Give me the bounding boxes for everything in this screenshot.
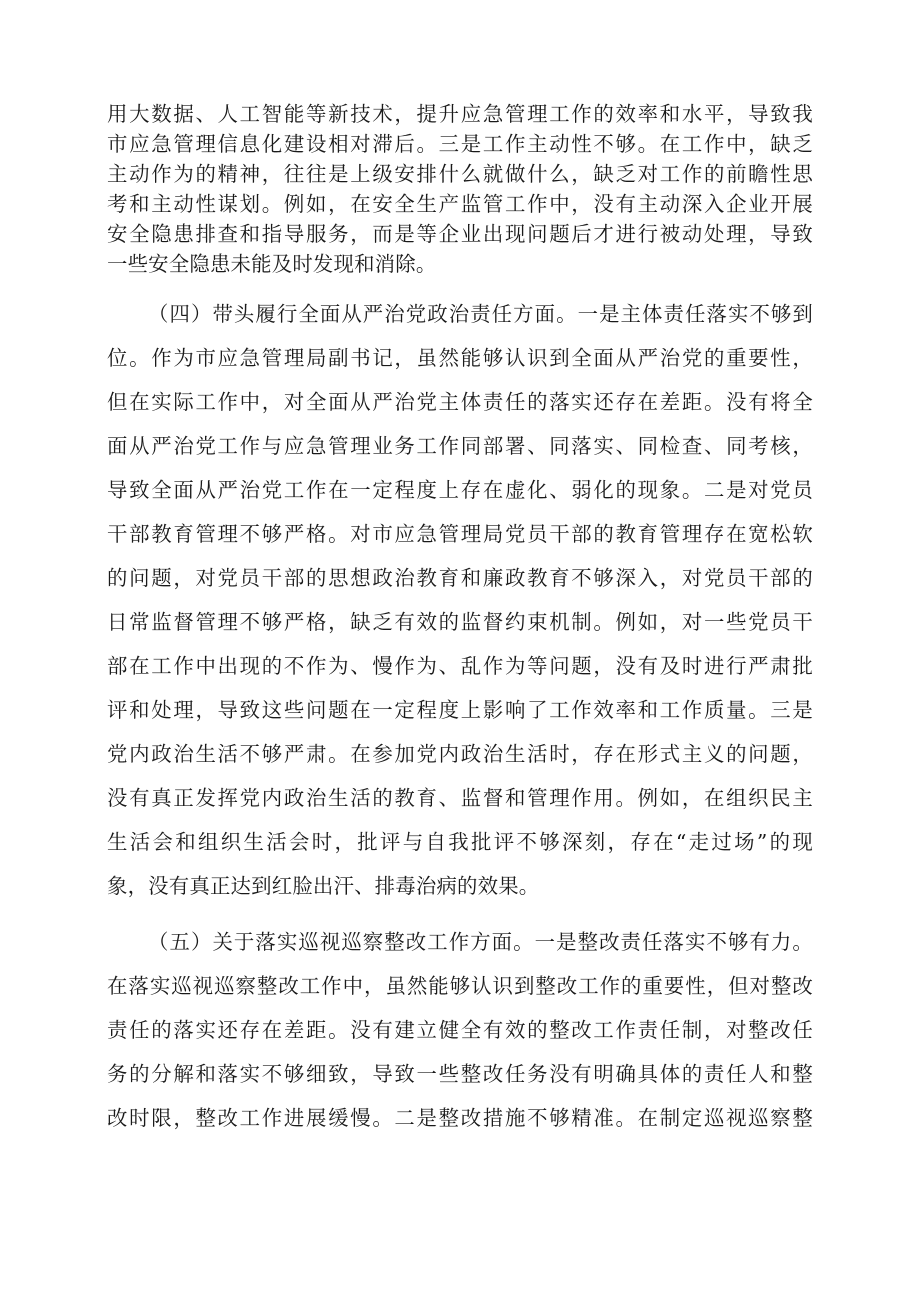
text-line: 部在工作中出现的不作为、慢作为、乱作为等问题，没有及时进行严肃批 (107, 654, 813, 678)
text-line: 象，没有真正达到红脸出汗、排毒治病的效果。 (107, 874, 540, 898)
text-line: 市应急管理信息化建设相对滞后。三是工作主动性不够。在工作中，缺乏 (107, 132, 813, 156)
text-line: 改时限，整改工作进展缓慢。二是整改措施不够精准。在制定巡视巡察整 (107, 1106, 813, 1130)
text-line: 干部教育管理不够严格。对市应急管理局党员干部的教育管理存在宽松软 (107, 522, 813, 546)
text-line: 但在实际工作中，对全面从严治党主体责任的落实还存在差距。没有将全 (107, 390, 813, 414)
text-line: 没有真正发挥党内政治生活的教育、监督和管理作用。例如，在组织民主 (107, 786, 813, 810)
text-line: 位。作为市应急管理局副书记，虽然能够认识到全面从严治党的重要性， (107, 346, 813, 370)
text-line: 评和处理，导致这些问题在一定程度上影响了工作效率和工作质量。三是 (107, 698, 813, 722)
text-line: 日常监督管理不够严格，缺乏有效的监督约束机制。例如，对一些党员干 (107, 610, 813, 634)
text-line: 面从严治党工作与应急管理业务工作同部署、同落实、同检查、同考核， (107, 434, 813, 458)
text-line: 一些安全隐患未能及时发现和消除。 (107, 252, 437, 276)
text-line: 考和主动性谋划。例如，在安全生产监管工作中，没有主动深入企业开展 (107, 192, 813, 216)
text-line: 的问题，对党员干部的思想政治教育和廉政教育不够深入，对党员干部的 (107, 566, 813, 590)
text-line: 安全隐患排查和指导服务，而是等企业出现问题后才进行被动处理，导致 (107, 222, 813, 246)
text-line: （五）关于落实巡视巡察整改工作方面。一是整改责任落实不够有力。 (148, 930, 813, 954)
text-line: 在落实巡视巡察整改工作中，虽然能够认识到整改工作的重要性，但对整改 (107, 974, 813, 998)
text-line: 主动作为的精神，往往是上级安排什么就做什么，缺乏对工作的前瞻性思 (107, 162, 813, 186)
text-line: 生活会和组织生活会时，批评与自我批评不够深刻，存在“走过场”的现 (107, 830, 813, 854)
text-line: 务的分解和落实不够细致，导致一些整改任务没有明确具体的责任人和整 (107, 1062, 813, 1086)
text-line: 导致全面从严治党工作在一定程度上存在虚化、弱化的现象。二是对党员 (107, 478, 813, 502)
text-line: 党内政治生活不够严肃。在参加党内政治生活时，存在形式主义的问题， (107, 742, 813, 766)
text-line: 责任的落实还存在差距。没有建立健全有效的整改工作责任制，对整改任 (107, 1018, 813, 1042)
text-line: 用大数据、人工智能等新技术，提升应急管理工作的效率和水平，导致我 (107, 102, 813, 126)
text-line: （四）带头履行全面从严治党政治责任方面。一是主体责任落实不够到 (148, 302, 813, 326)
